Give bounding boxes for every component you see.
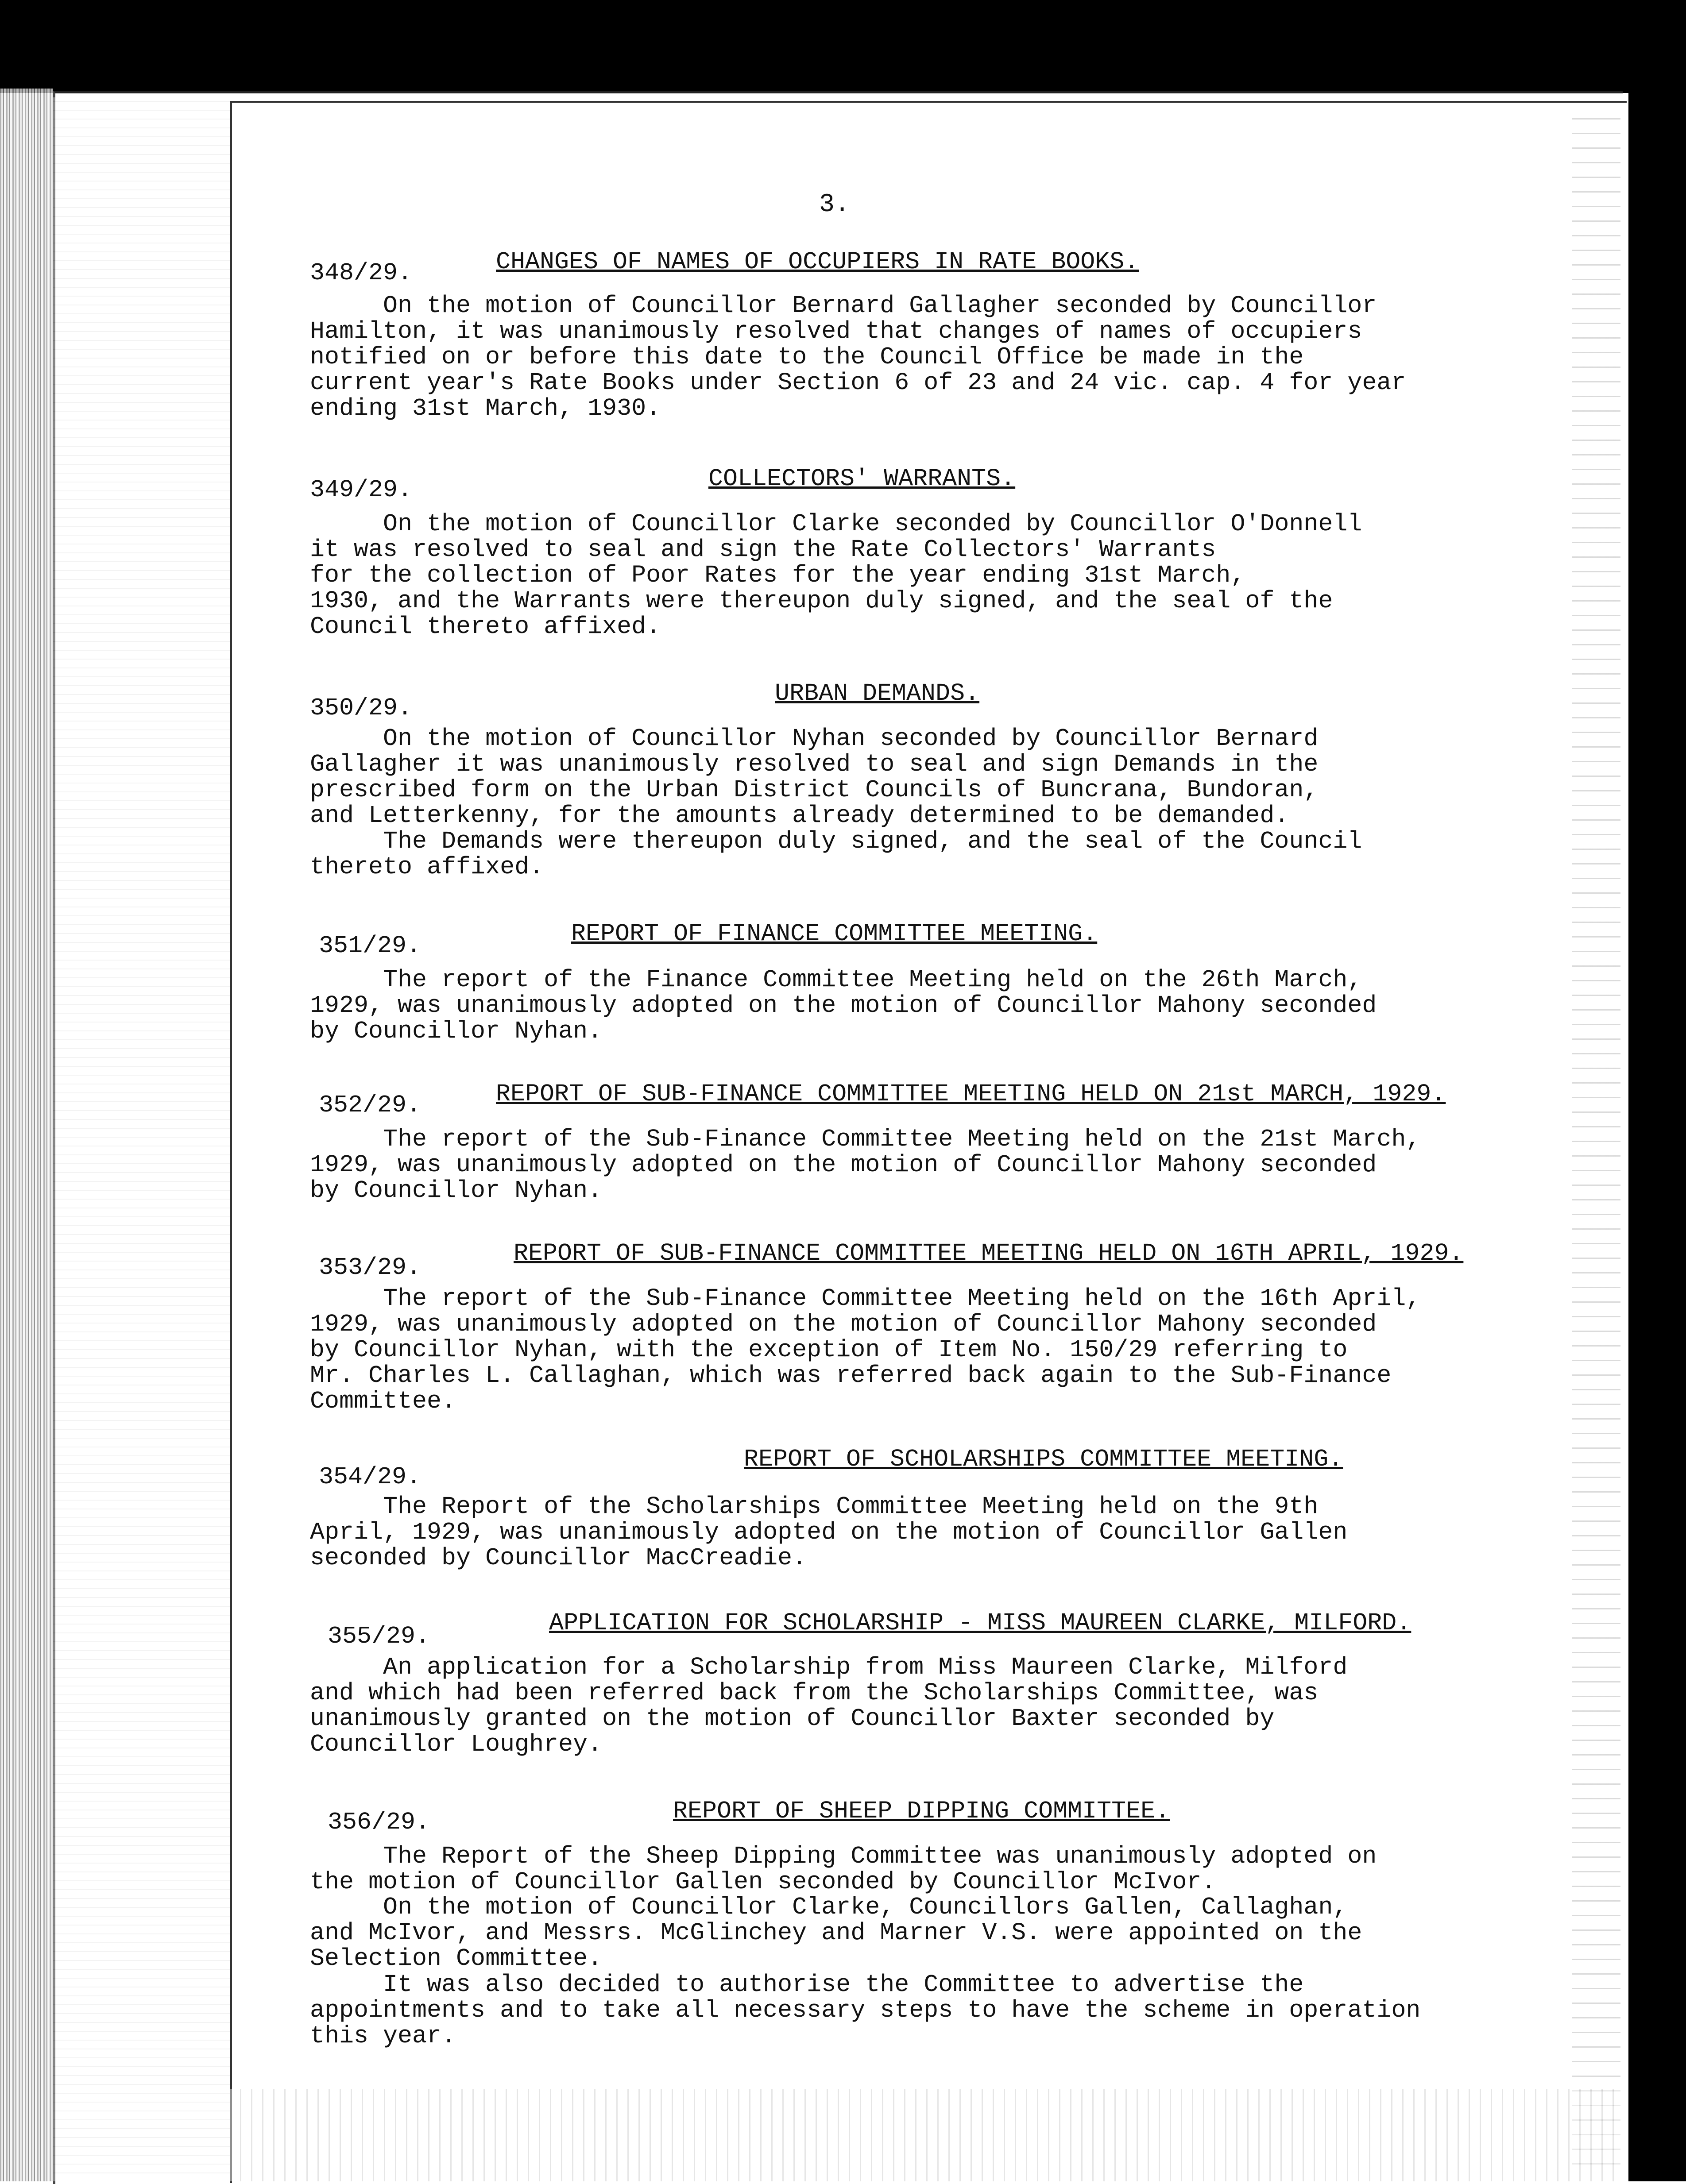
minute-heading: APPLICATION FOR SCHOLARSHIP - MISS MAUREEN CLARKE, MILFORD. (549, 1609, 1411, 1637)
minute-paragraph: The report of the Sub-Finance Committee Meeting held on the 21st March, 1929, was unanimously adopted on the motion of Councillor Mahony seconded by Councillor Nyhan. (310, 1125, 1421, 1204)
minute-paragraph: On the motion of Councillor Clarke seconded by Councillor O'Donnell it was resolved to seal and sign the Rate Collectors' Warrants for the collection of Poor Rates for the year ending 31st March, 1930, and the Warrants were thereupon duly signed, and the seal of the Council thereto affixed. (310, 510, 1362, 641)
scan-border-top (0, 0, 1686, 93)
minute-heading: REPORT OF SHEEP DIPPING COMMITTEE. (673, 1797, 1170, 1825)
minute-ref: 350/29. (310, 694, 413, 722)
minute-paragraph: The report of the Sub-Finance Committee Meeting held on the 16th April, 1929, was unanimously adopted on the motion of Councillor Mahony seconded by Councillor Nyhan, with the exception of Item No. 150/29 referring to Mr. Charles L. Callaghan, which was referred back again to the Sub-Finance Committee. (310, 1285, 1421, 1415)
minute-heading: REPORT OF FINANCE COMMITTEE MEETING. (571, 920, 1098, 948)
scan-noise-left (53, 97, 230, 2181)
minute-paragraph: The Report of the Scholarships Committee Meeting held on the 9th April, 1929, was unanimously adopted on the motion of Councillor Gallen seconded by Councillor MacCreadie. (310, 1493, 1348, 1572)
minute-paragraph: On the motion of Councillor Nyhan seconded by Councillor Bernard Gallagher it was unanimously resolved to seal and sign Demands in the prescribed form on the Urban District Councils of Buncrana, Bundoran, and Letterkenny, for the amounts already determined to be demanded. (310, 725, 1319, 830)
minute-ref: 351/29. (319, 932, 422, 960)
minute-heading: URBAN DEMANDS. (775, 679, 980, 707)
minute-paragraph: The Report of the Sheep Dipping Committee was unanimously adopted on the motion of Councillor Gallen seconded by Councillor McIvor. (310, 1842, 1377, 1896)
minute-heading: REPORT OF SUB-FINANCE COMMITTEE MEETING HELD ON 16TH APRIL, 1929. (514, 1239, 1464, 1267)
page-number: 3. (819, 190, 850, 219)
scan-edge-left (0, 89, 53, 2181)
minute-heading: COLLECTORS' WARRANTS. (708, 465, 1016, 493)
minute-paragraph: The report of the Finance Committee Meeting held on the 26th March, 1929, was unanimously adopted on the motion of Councillor Mahony seconded by Councillor Nyhan. (310, 966, 1377, 1045)
minute-paragraph: On the motion of Councillor Bernard Gallagher seconded by Councillor Hamilton, it was unanimously resolved that changes of names of occupiers notified on or before this date to the Council Office be made in the current year's Rate Books under Section 6 of 23 and 24 vic. cap. 4 for year ending 31st March, 1930. (310, 292, 1406, 422)
minute-ref: 355/29. (328, 1622, 430, 1650)
minute-paragraph: The Demands were thereupon duly signed, and the seal of the Council thereto affixed. (310, 827, 1362, 881)
minute-heading: REPORT OF SUB-FINANCE COMMITTEE MEETING HELD ON 21st MARCH, 1929. (496, 1080, 1446, 1108)
minute-ref: 352/29. (319, 1091, 422, 1119)
minute-ref: 353/29. (319, 1254, 422, 1281)
minute-paragraph: An application for a Scholarship from Miss Maureen Clarke, Milford and which had been referred back from the Scholarships Committee, was unanimously granted on the motion of Councillor Baxter seconded by Councillor Loughrey. (310, 1653, 1348, 1758)
minute-ref: 356/29. (328, 1808, 430, 1836)
minute-ref: 354/29. (319, 1463, 422, 1491)
minute-paragraph: On the motion of Councillor Clarke, Councillors Gallen, Callaghan, and McIvor, and Messrs. McGlinchey and Marner V.S. were appointed on the Selection Committee. (310, 1893, 1362, 1972)
scan-noise-right (1572, 106, 1620, 2178)
minute-ref: 348/29. (310, 259, 413, 287)
scan-border-right (1628, 0, 1686, 2181)
minute-heading: CHANGES OF NAMES OF OCCUPIERS IN RATE BOOKS. (496, 248, 1139, 276)
scan-noise-bottom (230, 2089, 1620, 2181)
minute-paragraph: It was also decided to authorise the Committee to advertise the appointments and to take all necessary steps to have the scheme in operation this year. (310, 1971, 1421, 2050)
minute-ref: 349/29. (310, 476, 413, 504)
minute-heading: REPORT OF SCHOLARSHIPS COMMITTEE MEETING. (744, 1445, 1343, 1473)
